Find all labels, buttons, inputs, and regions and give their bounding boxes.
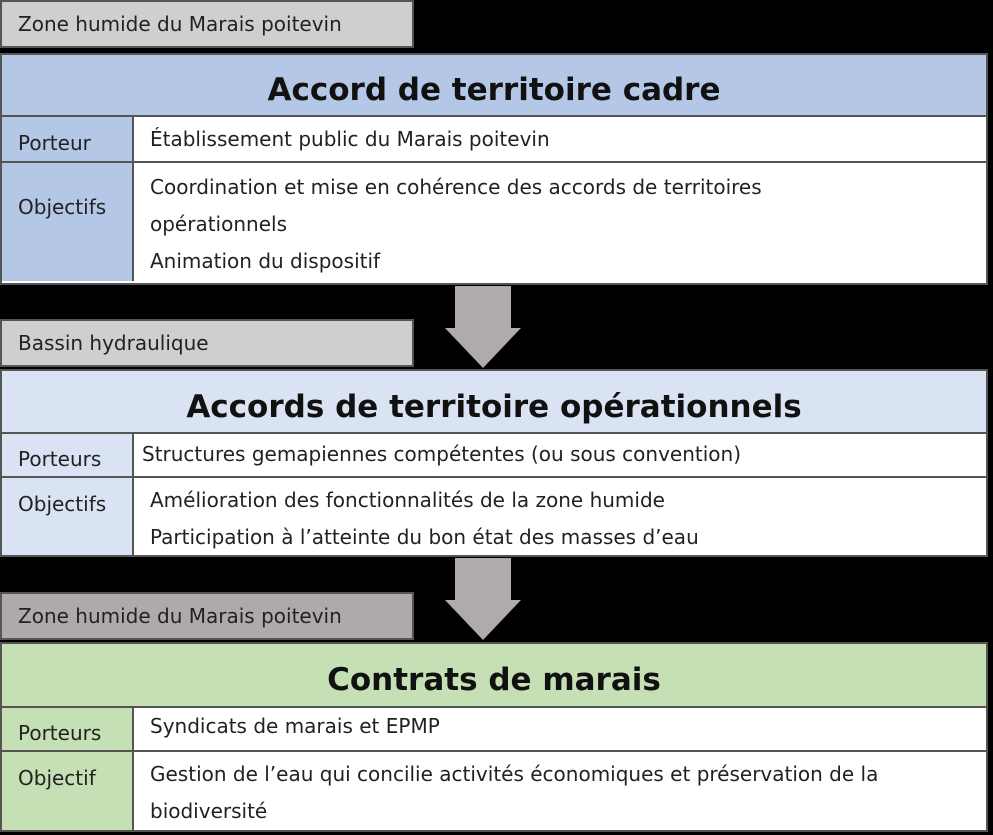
row-content [134, 117, 986, 161]
section-title: Accords de territoire opérationnels [2, 371, 986, 434]
content-line: Gestion de l’eau qui concilie activités économiques et préservation de la [150, 762, 879, 786]
row-porteurs [2, 708, 986, 752]
content-line: Syndicats de marais et EPMP [150, 714, 440, 738]
content-line: Coordination et mise en cohérence des accords de territoires [150, 175, 762, 199]
row-label: Objectif [2, 752, 134, 830]
content-line: Animation du dispositif [150, 249, 381, 273]
row-label: Porteurs [2, 434, 134, 476]
row-content [134, 708, 986, 750]
row-content [134, 752, 986, 830]
section-title: Accord de territoire cadre [2, 55, 986, 117]
row-content [134, 434, 986, 476]
scope-tag-1: Zone humide du Marais poitevin [0, 0, 414, 48]
row-label: Porteur [2, 117, 134, 161]
scope-tag-3: Zone humide du Marais poitevin [0, 592, 414, 640]
row-objectifs [2, 163, 986, 281]
row-objectif [2, 752, 986, 830]
row-content [134, 163, 986, 281]
content-line: Établissement public du Marais poitevin [150, 127, 550, 151]
section-title: Contrats de marais [2, 644, 986, 708]
row-porteurs [2, 434, 986, 478]
content-line: Structures gemapiennes compétentes (ou sous convention) [142, 442, 742, 466]
content-line: Amélioration des fonctionnalités de la zone humide [150, 488, 665, 512]
row-label: Porteurs [2, 708, 134, 750]
down-arrow-icon [445, 286, 521, 368]
scope-tag-2: Bassin hydraulique [0, 319, 414, 367]
down-arrow-icon [445, 558, 521, 640]
row-label: Objectifs [2, 478, 134, 555]
section-accord-cadre [0, 53, 988, 285]
section-contrats-marais [0, 642, 988, 832]
content-line: opérationnels [150, 212, 287, 236]
content-line: Participation à l’atteinte du bon état des masses d’eau [150, 525, 699, 549]
row-content [134, 478, 986, 555]
row-objectifs [2, 478, 986, 555]
content-line: biodiversité [150, 799, 268, 823]
row-label: Objectifs [2, 163, 134, 281]
section-accords-operationnels [0, 369, 988, 557]
row-porteur [2, 117, 986, 163]
